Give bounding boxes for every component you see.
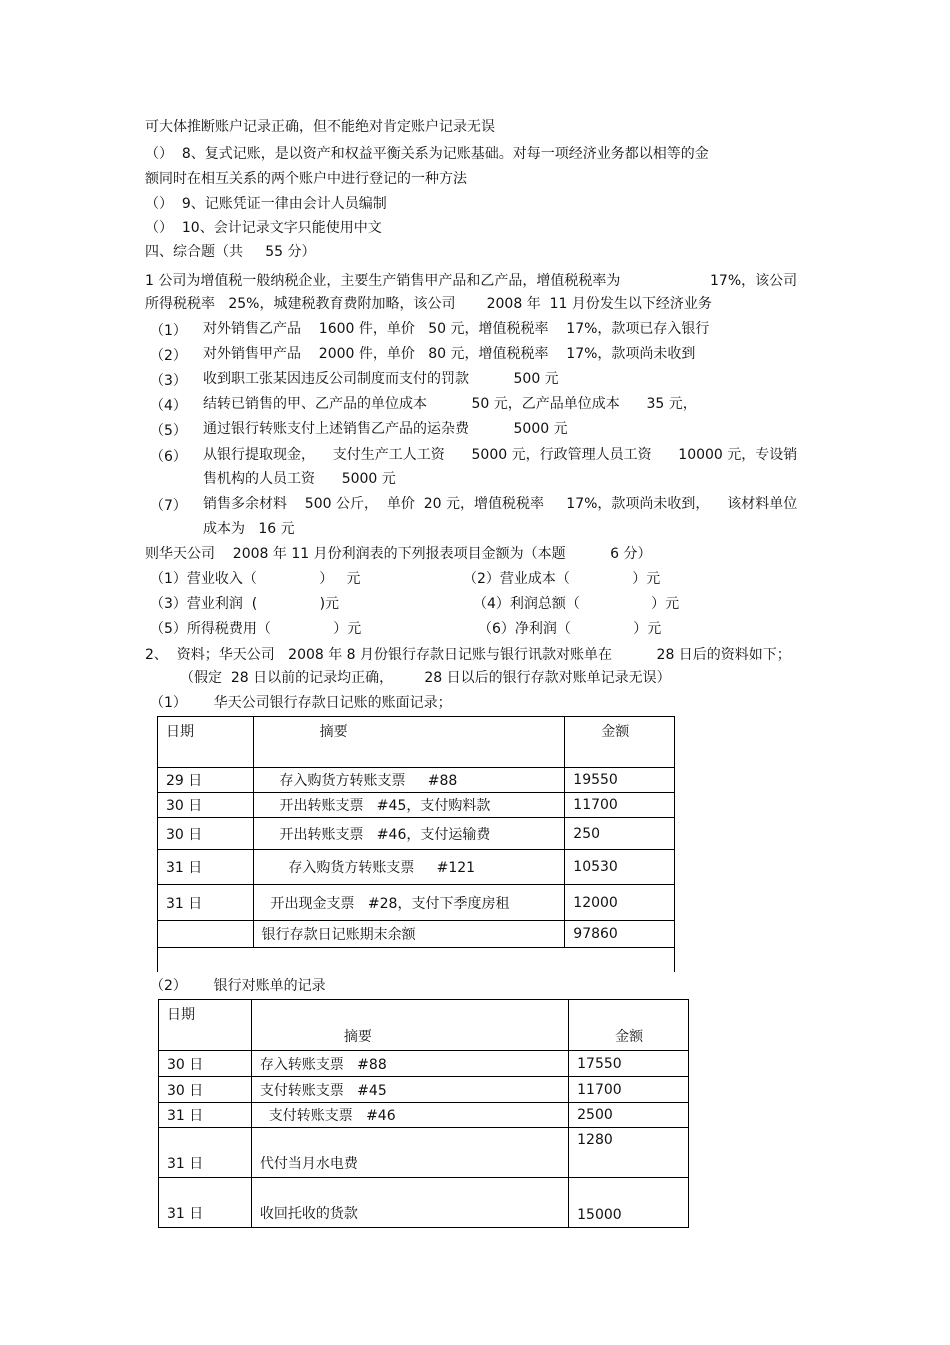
- blank-income-tax: （5）所得税费用（ ）元: [150, 621, 362, 637]
- blank-operating-cost: （2）营业成本（ ）元: [463, 571, 661, 587]
- cell-date: 29 日: [158, 768, 254, 793]
- item-text: 结转已销售的甲、乙产品的单位成本 50 元，乙产品单位成本 35 元，: [203, 396, 697, 412]
- cell-date: [158, 921, 254, 948]
- cell-amount: 17550: [569, 1051, 689, 1077]
- cell-desc: 存入购货方转账支票 #121: [253, 850, 565, 885]
- q2-intro: 2、 资料；华天公司 2008 年 8 月份银行存款日记账与银行讯款对账单在 28 日后的资料如下；: [145, 647, 791, 663]
- cell-desc: 支付转账支票 #46: [251, 1103, 568, 1128]
- item-text: 通过银行转账支付上述销售乙产品的运杂费 5000 元: [203, 421, 568, 437]
- cell-amount: 11700: [565, 793, 675, 818]
- table-header-row: [159, 1000, 689, 1051]
- cell-desc: 银行存款日记账期末余额: [253, 921, 565, 948]
- cell-date: 30 日: [159, 1077, 252, 1103]
- blank-operating-revenue: （1）营业收入（ ） 元: [150, 571, 361, 587]
- cell-date: 30 日: [158, 793, 254, 818]
- q1-intro-rate: 17%，该公司: [710, 273, 798, 289]
- header-desc: 摘要: [251, 1000, 568, 1051]
- header-desc: 摘要: [253, 717, 565, 768]
- question-9: （） 9、记账凭证一律由会计人员编制: [145, 196, 387, 212]
- item-text: 售机构的人员工资 5000 元: [203, 471, 396, 487]
- cell-date: 31 日: [159, 1103, 252, 1128]
- item-text: 对外销售甲产品 2000 件，单价 80 元，增值税税率 17%，款项尚未收到: [203, 346, 696, 362]
- bank-journal-table: [157, 716, 675, 948]
- cell-desc: 开出转账支票 #46，支付运输费: [253, 818, 565, 850]
- q2-assumption: （假定 28 日以前的记录均正确， 28 日以后的银行存款对账单记录无误）: [180, 670, 671, 686]
- cell-date: 31 日: [159, 1178, 252, 1228]
- table2-caption: （2） 银行对账单的记录: [150, 978, 326, 994]
- table-row: [159, 1128, 689, 1178]
- question-8-cont: 额同时在相互关系的两个账户中进行登记的一种方法: [145, 171, 467, 187]
- bank-statement-table: [158, 999, 689, 1228]
- section-4-heading: 四、综合题（共 55 分）: [145, 244, 316, 260]
- item-number: （7）: [150, 498, 187, 514]
- item-number: （6）: [150, 449, 187, 465]
- item-text: 收到职工张某因违反公司制度而支付的罚款 500 元: [203, 371, 559, 387]
- cell-desc: 代付当月水电费: [251, 1128, 568, 1178]
- table-row: [158, 850, 675, 885]
- q1-calc-prompt: 则华天公司 2008 年 11 月份利润表的下列报表项目金额为（本题 6 分）: [145, 546, 652, 562]
- table-row: [159, 1103, 689, 1128]
- table1-trailing-border-right: [674, 948, 675, 972]
- cell-desc: 开出现金支票 #28，支付下季度房租: [253, 885, 565, 921]
- q1-intro-cont: 所得税税率 25%，城建税教育费附加略，该公司 2008 年 11 月份发生以下经济业务: [145, 296, 712, 312]
- blank-total-profit: （4）利润总额（ ）元: [473, 596, 680, 612]
- item-number: （4）: [150, 398, 187, 414]
- item-number: （1）: [150, 323, 187, 339]
- cell-date: 31 日: [158, 885, 254, 921]
- cell-amount: 19550: [565, 768, 675, 793]
- cell-amount: 97860: [565, 921, 675, 948]
- table-row: [158, 793, 675, 818]
- table-row: [158, 921, 675, 948]
- cell-date: 31 日: [158, 850, 254, 885]
- question-10: （） 10、会计记录文字只能使用中文: [145, 220, 382, 236]
- cell-desc: 存入购货方转账支票 #88: [253, 768, 565, 793]
- item-text: 从银行提取现金， 支付生产工人工资 5000 元，行政管理人员工资 10000 元，专设销: [203, 447, 798, 463]
- table1-caption: （1） 华天公司银行存款日记账的账面记录；: [150, 695, 452, 711]
- item-number: （3）: [150, 373, 187, 389]
- cell-desc: 开出转账支票 #45，支付购料款: [253, 793, 565, 818]
- table-row: [159, 1051, 689, 1077]
- text-line-1: 可大体推断账户记录正确，但不能绝对肯定账户记录无误: [145, 119, 495, 135]
- header-date: 日期: [158, 717, 254, 768]
- question-8: （） 8、复式记账，是以资产和权益平衡关系为记账基础。对每一项经济业务都以相等的金: [145, 146, 709, 162]
- cell-date: 30 日: [158, 818, 254, 850]
- item-text: 对外销售乙产品 1600 件，单价 50 元，增值税税率 17%，款项已存入银行: [203, 321, 710, 337]
- header-amount: 金额: [565, 717, 675, 768]
- table-row: [158, 885, 675, 921]
- table-row: [158, 818, 675, 850]
- table-header-row: [158, 717, 675, 768]
- header-date: 日期: [159, 1000, 252, 1051]
- cell-amount: 250: [565, 818, 675, 850]
- q1-intro: 1 公司为增值税一般纳税企业，主要生产销售甲产品和乙产品，增值税税率为: [145, 273, 621, 289]
- table-row: [158, 768, 675, 793]
- table-row: [159, 1077, 689, 1103]
- table-row: [159, 1178, 689, 1228]
- item-text: 成本为 16 元: [203, 521, 295, 537]
- cell-amount: 15000: [569, 1178, 689, 1228]
- item-number: （2）: [150, 348, 187, 364]
- blank-operating-profit: （3）营业利润 ( )元: [150, 596, 340, 612]
- cell-amount: 2500: [569, 1103, 689, 1128]
- cell-amount: 11700: [569, 1077, 689, 1103]
- cell-date: 31 日: [159, 1128, 252, 1178]
- cell-desc: 支付转账支票 #45: [251, 1077, 568, 1103]
- item-text: 销售多余材料 500 公斤， 单价 20 元，增值税税率 17%，款项尚未收到， 该材料单位: [203, 496, 798, 512]
- blank-net-profit: （6）净利润（ ）元: [478, 621, 662, 637]
- cell-desc: 收回托收的货款: [251, 1178, 568, 1228]
- table1-trailing-border-left: [157, 948, 158, 972]
- cell-amount: 10530: [565, 850, 675, 885]
- cell-amount: 12000: [565, 885, 675, 921]
- header-amount: 金额: [569, 1000, 689, 1051]
- cell-desc: 存入转账支票 #88: [251, 1051, 568, 1077]
- item-number: （5）: [150, 423, 187, 439]
- cell-date: 30 日: [159, 1051, 252, 1077]
- cell-amount: 1280: [569, 1128, 689, 1178]
